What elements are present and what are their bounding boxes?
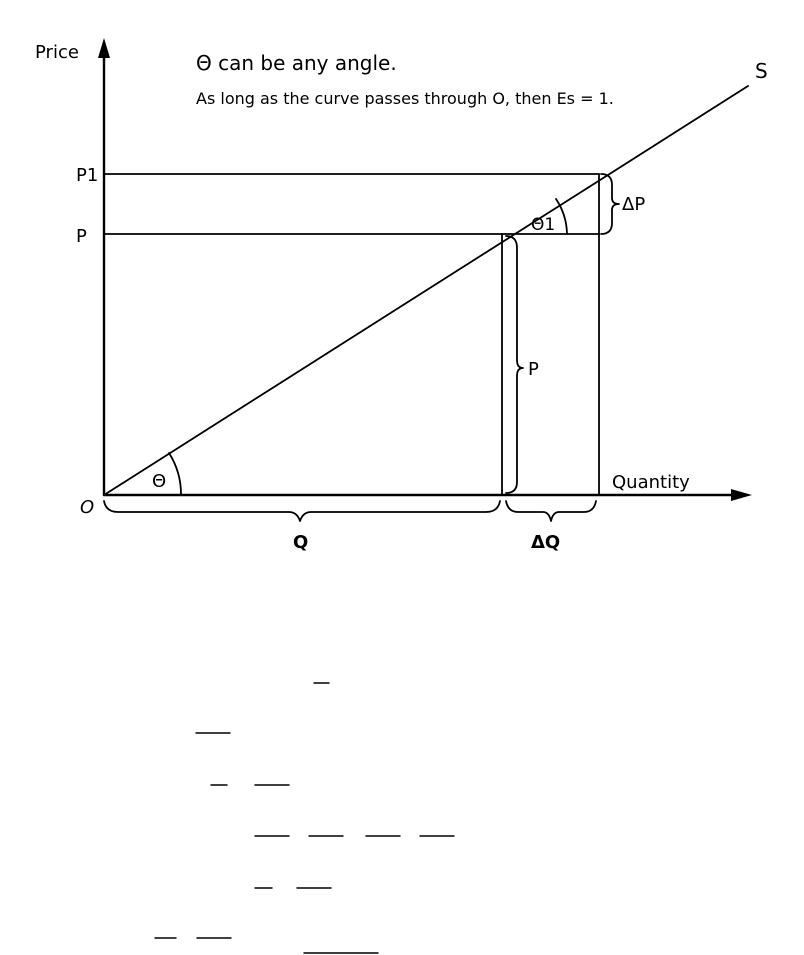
note-line-1: Θ can be any angle. xyxy=(196,51,397,75)
p-label: P xyxy=(76,226,87,247)
derivation-fraction-bars xyxy=(155,683,454,953)
delta-p-brace xyxy=(601,174,619,234)
x-axis-label: Quantity xyxy=(612,472,690,493)
p1-label: P1 xyxy=(76,165,99,186)
theta1-label: Θ1 xyxy=(531,215,556,235)
theta-label: Θ xyxy=(152,471,167,492)
q-brace-label: Q xyxy=(293,532,309,553)
p-brace xyxy=(506,236,523,493)
q-brace xyxy=(104,501,500,521)
delta-p-label: ΔP xyxy=(622,194,646,215)
note-line-2: As long as the curve passes through O, then Es = 1. xyxy=(196,89,614,108)
supply-curve-label: S xyxy=(755,59,768,83)
y-axis-arrowhead xyxy=(98,38,110,58)
delta-q-brace xyxy=(506,501,596,521)
theta-arc xyxy=(169,453,181,495)
x-axis-arrowhead xyxy=(731,489,752,501)
y-axis-label: Price xyxy=(35,42,79,63)
delta-q-label: ΔQ xyxy=(531,532,561,553)
supply-curve xyxy=(104,86,748,495)
origin-label: O xyxy=(80,497,95,518)
p-brace-label: P xyxy=(528,359,539,380)
